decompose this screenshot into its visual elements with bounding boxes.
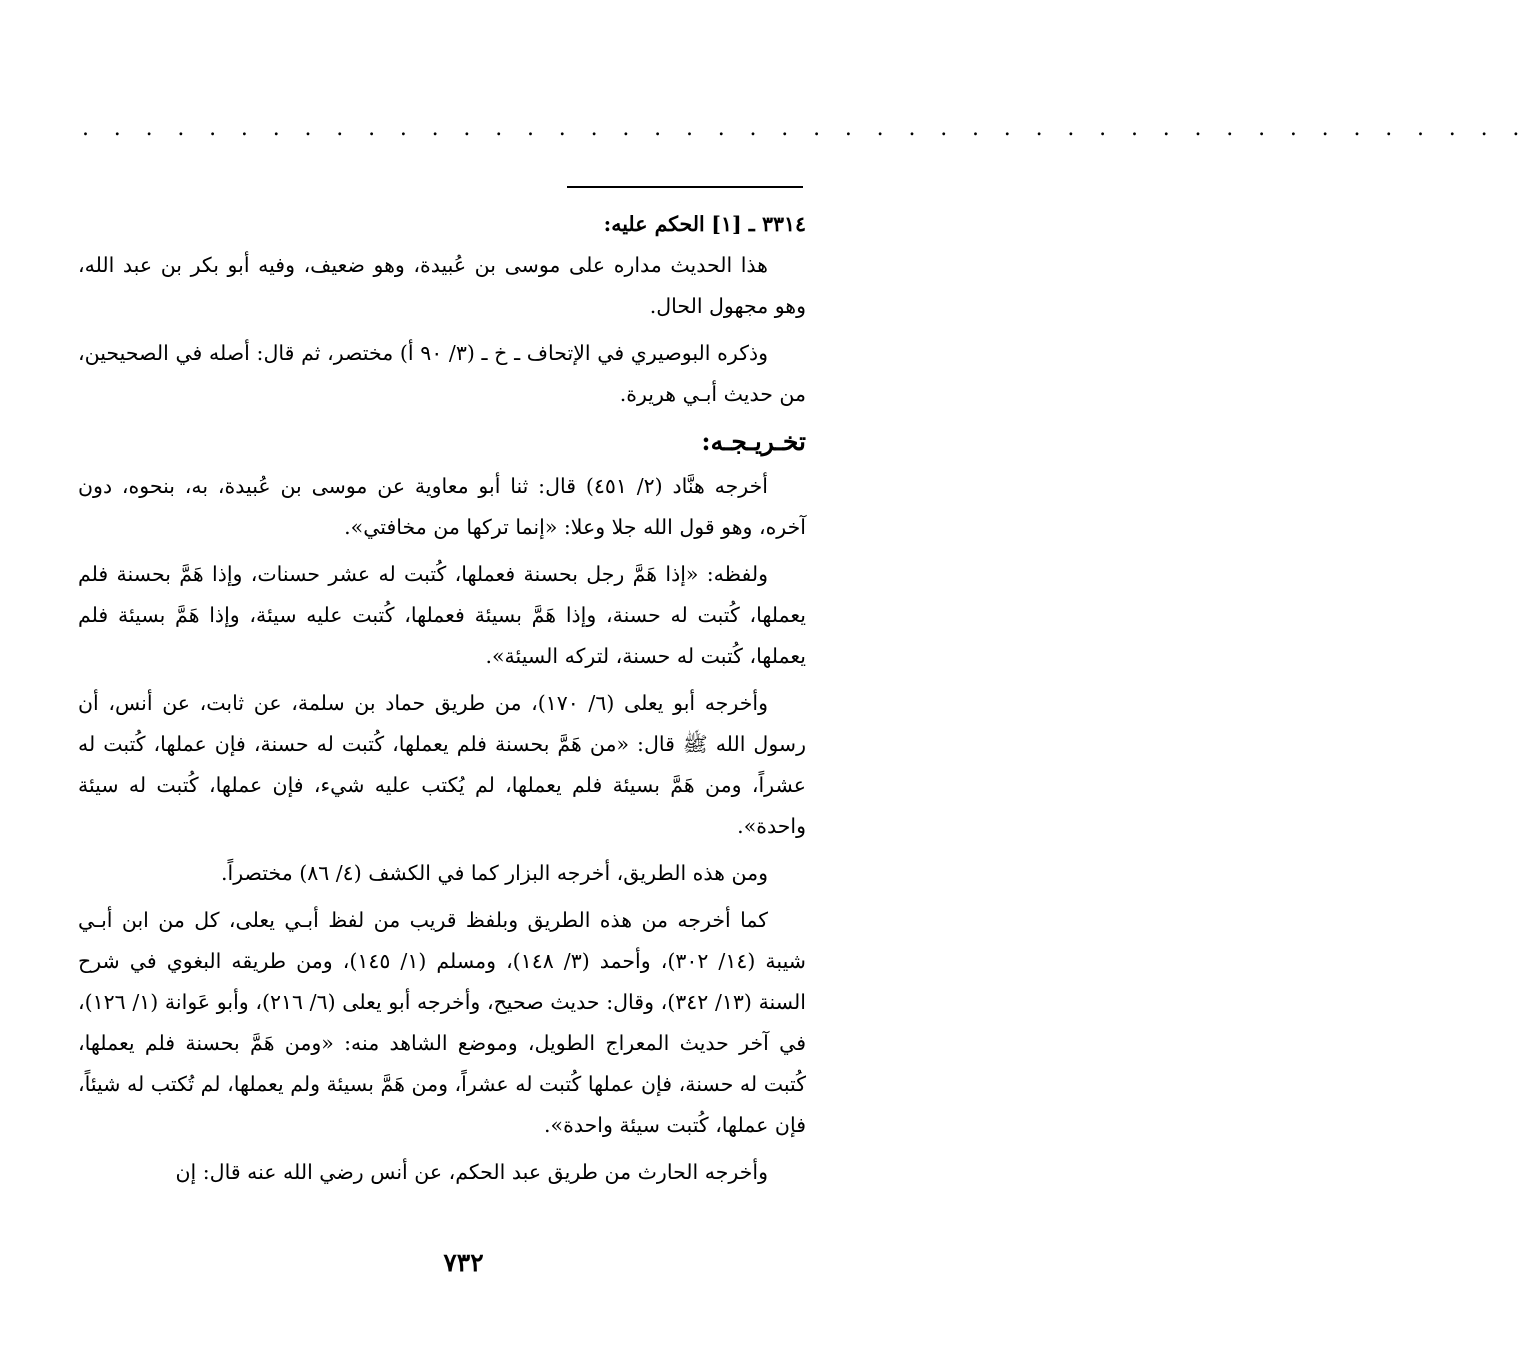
heading-title: الحكم عليه: xyxy=(603,212,705,236)
dotted-separator: . . . . . . . . . . . . . . . . . . . . . . . . . . . . . . . . . . . . . . . . . . . . . . xyxy=(82,116,1528,141)
paragraph-hannad: أخرجه هنَّاد (٢/ ٤٥١) قال: ثنا أبو معاوية عن موسى بن عُبيدة، به، بنحوه، دون آخره، وهو قول الله جلا وعلا: «إنما تركها من مخافتي». xyxy=(78,474,806,539)
page-number: ٧٣٢ xyxy=(443,1248,484,1277)
paragraph-abu-yala: وأخرجه أبو يعلى (٦/ ١٧٠)، من طريق حماد بن سلمة، عن ثابت، عن أنس، أن رسول الله ﷺ قال: «من هَمَّ بحسنة فلم يعملها، كُتبت له حسنة، فإن عملها، كُتبت له عشراً، ومن هَمَّ بسيئة فلم يعملها، لم يُكتب عليه شيء، فإن عملها، كُتبت له سيئة واحدة». xyxy=(78,691,806,838)
paragraph-harith: وأخرجه الحارث من طريق عبد الحكم، عن أنس رضي الله عنه قال: إن xyxy=(175,1160,768,1184)
paragraph-other-sources: كما أخرجه من هذه الطريق وبلفظ قريب من لفظ أبـي يعلى، كل من ابن أبـي شيبة (١٤/ ٣٠٢)، وأحمد (٣/ ١٤٨)، ومسلم (١/ ١٤٥)، ومن طريقه البغوي في شرح السنة (١٣/ ٣٤٢)، وقال: حديث صحيح، وأخرجه أبو يعلى (٦/ ٢١٦)، وأبو عَوانة (١/ ١٢٦)، في آخر حديث المعراج الطويل، وموضع الشاهد منه: «ومن هَمَّ بحسنة فلم يعملها، كُتبت له حسنة، فإن عملها كُتبت له عشراً، ومن هَمَّ بسيئة ولم يعملها، لم تُكتب له شيئاً، فإن عملها، كُتبت سيئة واحدة». xyxy=(78,908,806,1137)
paragraph-ruling: هذا الحديث مداره على موسى بن عُبيدة، وهو ضعيف، وفيه أبو بكر بن عبد الله، وهو مجهول الحال. xyxy=(78,253,806,318)
section-heading xyxy=(78,204,806,245)
heading-number: ٣٣١٤ ـ [١] xyxy=(711,212,806,236)
paragraph-bazzar: ومن هذه الطريق، أخرجه البزار كما في الكشف (٤/ ٨٦) مختصراً. xyxy=(220,861,768,885)
subheading-text: تخـريـجـه: xyxy=(701,427,806,456)
paragraph-wording: ولفظه: «إذا هَمَّ رجل بحسنة فعملها، كُتبت له عشر حسنات، وإذا هَمَّ بحسنة فلم يعملها، كُتبت له حسنة، وإذا هَمَّ بسيئة فعملها، كُتبت عليه سيئة، وإذا هَمَّ بسيئة فلم يعملها، كُتبت له حسنة، لتركه السيئة». xyxy=(78,562,806,668)
subheading-takhrij xyxy=(78,421,806,464)
footnote-rule xyxy=(567,186,803,188)
paragraph-busiri: وذكره البوصيري في الإتحاف ـ خ ـ (٣/ ٩٠ أ) مختصر، ثم قال: أصله في الصحيحين، من حديث أبـي هريرة. xyxy=(78,341,806,406)
page-body xyxy=(78,204,806,1199)
